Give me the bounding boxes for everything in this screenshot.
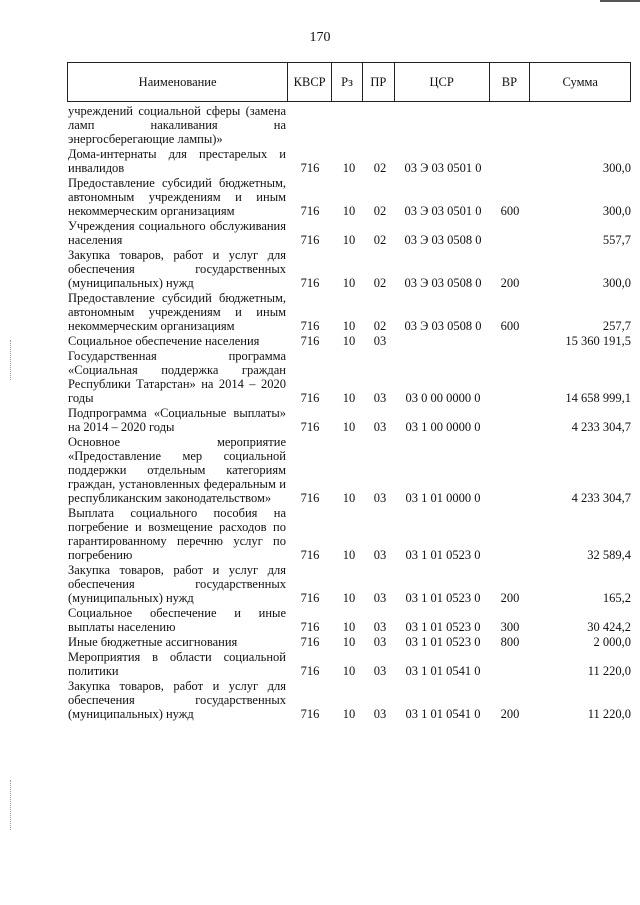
- scan-edge-marks: [10, 780, 12, 830]
- cell-sum: 300,0: [602, 276, 631, 290]
- cell-vr: 600: [500, 319, 520, 333]
- page-number: 170: [309, 30, 331, 45]
- cell-name: Учреждения социального обслуживания населения: [68, 219, 286, 247]
- cell-csr: 03 Э 03 0508 0: [404, 319, 482, 333]
- cell-pr: 03: [373, 334, 387, 348]
- table-row: [68, 679, 631, 721]
- cell-kvsr: 716: [300, 276, 320, 290]
- header-name: Наименование: [68, 63, 288, 101]
- cell-sum: 11 220,0: [587, 707, 631, 721]
- cell-sum: 300,0: [602, 204, 631, 218]
- cell-pr: 02: [373, 319, 387, 333]
- table-row: [68, 291, 631, 333]
- cell-sum: 14 658 999,1: [565, 391, 631, 405]
- cell-sum: 4 233 304,7: [571, 491, 631, 505]
- header-vr: ВР: [490, 63, 531, 101]
- table-row: [68, 349, 631, 405]
- cell-pr: 03: [373, 664, 387, 678]
- cell-csr: 03 Э 03 0508 0: [404, 233, 482, 247]
- cell-rz: 10: [342, 161, 356, 175]
- cell-rz: 10: [342, 664, 356, 678]
- table-row: [68, 176, 631, 218]
- cell-pr: 03: [373, 707, 387, 721]
- header-kvsr: КВСР: [288, 63, 332, 101]
- cell-rz: 10: [342, 620, 356, 634]
- cell-name: Предоставление субсидий бюджетным, автономным учреждениям и иным некоммерческим организациям: [68, 176, 286, 218]
- cell-kvsr: 716: [300, 548, 320, 562]
- cell-name: Социальное обеспечение и иные выплаты населению: [68, 606, 286, 634]
- cell-csr: 03 1 01 0523 0: [405, 548, 481, 562]
- cell-csr: 03 1 01 0523 0: [405, 635, 481, 649]
- cell-rz: 10: [342, 233, 356, 247]
- cell-kvsr: 716: [300, 204, 320, 218]
- cell-name: Основное мероприятие «Предоставление мер социальной поддержки отдельным категориям граждан, установленных федеральным и республиканским законодательством»: [68, 435, 286, 505]
- cell-name: Закупка товаров, работ и услуг для обеспечения государственных (муниципальных) нужд: [68, 679, 286, 721]
- cell-rz: 10: [342, 334, 356, 348]
- cell-pr: 02: [373, 276, 387, 290]
- cell-name: Подпрограмма «Социальные выплаты» на 2014 – 2020 годы: [68, 406, 286, 434]
- cell-sum: 32 589,4: [587, 548, 631, 562]
- cell-kvsr: 716: [300, 391, 320, 405]
- cell-pr: 03: [373, 391, 387, 405]
- cell-rz: 10: [342, 204, 356, 218]
- cell-csr: 03 1 01 0523 0: [405, 620, 481, 634]
- cell-kvsr: 716: [300, 319, 320, 333]
- cell-vr: 300: [500, 620, 520, 634]
- cell-name: Социальное обеспечение населения: [68, 334, 260, 348]
- cell-pr: 02: [373, 233, 387, 247]
- cell-sum: 11 220,0: [587, 664, 631, 678]
- cell-pr: 03: [373, 548, 387, 562]
- cell-rz: 10: [342, 420, 356, 434]
- cell-rz: 10: [342, 391, 356, 405]
- cell-sum: 30 424,2: [587, 620, 631, 634]
- cell-sum: 165,2: [602, 591, 631, 605]
- cell-name: Мероприятия в области социальной политики: [68, 650, 286, 678]
- cell-name: Выплата социального пособия на погребение и возмещение расходов по гарантированному перечню услуг по погребению: [68, 506, 286, 562]
- cell-sum: 300,0: [602, 161, 631, 175]
- cell-vr: 200: [500, 707, 520, 721]
- cell-pr: 03: [373, 420, 387, 434]
- cell-kvsr: 716: [300, 635, 320, 649]
- cell-rz: 10: [342, 319, 356, 333]
- table-row: [68, 219, 631, 247]
- cell-pr: 03: [373, 591, 387, 605]
- header-rz: Рз: [332, 63, 363, 101]
- table-row: [68, 563, 631, 605]
- cell-rz: 10: [342, 707, 356, 721]
- cell-pr: 03: [373, 491, 387, 505]
- table-body: [68, 104, 631, 722]
- header-sum: Сумма: [562, 74, 598, 89]
- cell-rz: 10: [342, 635, 356, 649]
- cell-vr: 200: [500, 276, 520, 290]
- cell-vr: 200: [500, 591, 520, 605]
- cell-csr: 03 1 01 0523 0: [405, 591, 481, 605]
- scan-edge-marks: [10, 340, 12, 380]
- table-header: [67, 62, 631, 102]
- cell-csr: 03 1 01 0541 0: [405, 664, 481, 678]
- cell-name: Иные бюджетные ассигнования: [68, 635, 238, 649]
- cell-csr: 03 0 00 0000 0: [405, 391, 481, 405]
- cell-name: Государственная программа «Социальная поддержка граждан Республики Татарстан» на 2014 – 2020 годы: [68, 349, 286, 405]
- cell-kvsr: 716: [300, 161, 320, 175]
- cell-kvsr: 716: [300, 334, 320, 348]
- cell-kvsr: 716: [300, 491, 320, 505]
- cell-pr: 02: [373, 204, 387, 218]
- cell-vr: 800: [500, 635, 520, 649]
- cell-pr: 03: [373, 635, 387, 649]
- cell-name: Дома-интернаты для престарелых и инвалидов: [68, 147, 286, 175]
- table-row: [68, 650, 631, 678]
- cell-rz: 10: [342, 548, 356, 562]
- cell-csr: 03 1 00 0000 0: [405, 420, 481, 434]
- cell-csr: 03 Э 03 0501 0: [404, 161, 482, 175]
- cell-sum: 2 000,0: [593, 635, 631, 649]
- cell-pr: 02: [373, 161, 387, 175]
- cell-sum: 15 360 191,5: [565, 334, 631, 348]
- table-row: [68, 248, 631, 290]
- cell-kvsr: 716: [300, 233, 320, 247]
- table-row: [68, 406, 631, 434]
- cell-sum: 557,7: [602, 233, 631, 247]
- cell-rz: 10: [342, 591, 356, 605]
- table-row: [68, 506, 631, 562]
- cell-kvsr: 716: [300, 620, 320, 634]
- cell-csr: 03 1 01 0000 0: [405, 491, 481, 505]
- header-pr: ПР: [363, 63, 395, 101]
- header-csr: ЦСР: [395, 63, 490, 101]
- cell-kvsr: 716: [300, 664, 320, 678]
- corner-mark: [600, 0, 640, 2]
- cell-csr: 03 Э 03 0508 0: [404, 276, 482, 290]
- cell-name: Предоставление субсидий бюджетным, автономным учреждениям и иным некоммерческим организациям: [68, 291, 286, 333]
- table-row: [68, 147, 631, 175]
- cell-name: Закупка товаров, работ и услуг для обеспечения государственных (муниципальных) нужд: [68, 563, 286, 605]
- table-row: [68, 334, 631, 348]
- cell-sum: 257,7: [602, 319, 631, 333]
- table-row: [68, 606, 631, 634]
- cell-kvsr: 716: [300, 707, 320, 721]
- cell-csr: 03 1 01 0541 0: [405, 707, 481, 721]
- table-row: [68, 435, 631, 505]
- cell-pr: 03: [373, 620, 387, 634]
- cell-name: учреждений социальной сферы (замена ламп накаливания на энергосберегающие лампы)»: [68, 104, 286, 146]
- cell-csr: 03 Э 03 0501 0: [404, 204, 482, 218]
- table-row: [68, 635, 631, 649]
- table-row: [68, 104, 631, 146]
- cell-vr: 600: [500, 204, 520, 218]
- cell-kvsr: 716: [300, 420, 320, 434]
- cell-rz: 10: [342, 491, 356, 505]
- cell-rz: 10: [342, 276, 356, 290]
- cell-name: Закупка товаров, работ и услуг для обеспечения государственных (муниципальных) нужд: [68, 248, 286, 290]
- cell-sum: 4 233 304,7: [571, 420, 631, 434]
- cell-kvsr: 716: [300, 591, 320, 605]
